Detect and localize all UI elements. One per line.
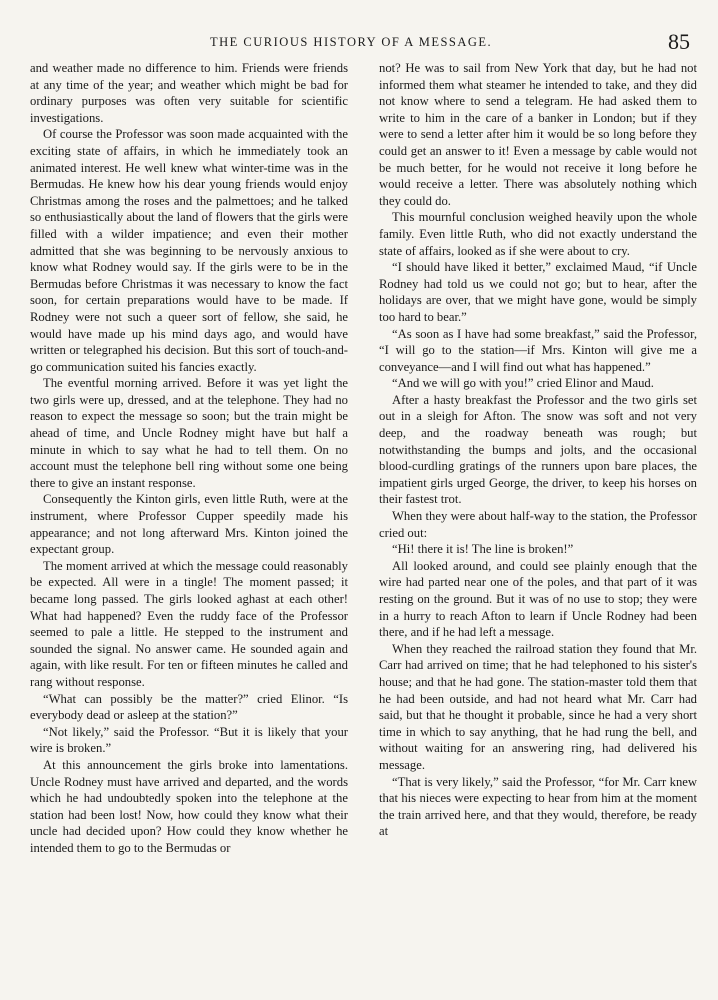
paragraph: Consequently the Kinton girls, even little Ruth, were at the instrument, where Professor Cupper speedily made his appearance; and not long afterward Mrs. Kinton joined the expectant group. — [30, 492, 348, 557]
paragraph: “What can possibly be the matter?” cried Elinor. “Is everybody dead or asleep at the station?” — [30, 691, 348, 723]
paragraph: At this announcement the girls broke into lamentations. Uncle Rodney must have arrived and departed, and the words which he had undoubtedly spoken into the telephone at the station had been lost! Now, how could they know what their uncle had decided upon? How could they know whether he intended them to go to the Bermudas or — [30, 757, 348, 855]
paragraph: Of course the Professor was soon made acquainted with the exciting state of affairs, in which he immediately took an animated interest. He well knew what winter-time was in the Bermudas. He knew how his dear young friends would enjoy Christmas among the roses and the palmettoes; and he talked so enthusiastically about the land of flowers that the girls were filled with a wilder impatience; and even their mother admitted that she was beginning to be nervously anxious to know what Rodney would say. If the girls were to be in the Bermudas before Christmas it was necessary to know the fact soon, for certain preparations would have to be made. If Rodney were not such a queer sort of fellow, she said, he would have made up his mind days ago, and would have written or telegraphed his decision. But this sort of touch-and-go communication suited his fancies exactly. — [30, 127, 348, 374]
paragraph: and weather made no difference to him. Friends were friends at any time of the year; and weather which might be bad for ordinary purposes was often very suitable for scientific investigations. — [30, 61, 348, 125]
paragraph: “Not likely,” said the Professor. “But it is likely that your wire is broken.” — [30, 724, 348, 756]
paragraph: “That is very likely,” said the Professor, “for Mr. Carr knew that his nieces were expecting to hear from him at the moment the train arrived here, and that they would, therefore, be ready at — [379, 774, 697, 839]
left-column — [30, 60, 348, 985]
page-header — [30, 29, 690, 55]
paragraph: not? He was to sail from New York that day, but he had not informed them what steamer he intended to take, and they did not know where to send a telegram. He had asked them to write to him in the care of a banker in London; but if they were to send a letter after him it would be so long before they could get an answer to it! Even a message by cable would not be much better, for he would not receive it long before he would receive a letter. There was absolutely nothing which they could do. — [379, 61, 697, 208]
paragraph: When they were about half-way to the station, the Professor cried out: — [379, 509, 697, 540]
paragraph: “Hi! there it is! The line is broken!” — [392, 542, 574, 557]
paragraph: The eventful morning arrived. Before it was yet light the two girls were up, dressed, and at the telephone. They had no reason to expect the message so soon; but the train might be ahead of time, and Uncle Rodney might have but half a minute in which to say what he had to tell them. On no account must the telephone bell ring without some one being there to give an instant response. — [30, 376, 348, 490]
running-title: THE CURIOUS HISTORY OF A MESSAGE. — [210, 35, 493, 49]
paragraph: When they reached the railroad station they found that Mr. Carr had arrived on time; that he had telephoned to his sister's house; and that he had gone. The station-master told them that he had been outside, and had not heard what Mr. Carr had said, but that he thought it probable, since he had a very short time in which to say anything, that he had rung the bell, and without waiting for an answering ring, had delivered his message. — [379, 641, 697, 772]
paragraph: All looked around, and could see plainly enough that the wire had parted near one of the poles, and that part of it was resting on the ground. But it was of no use to stop; they were in a hurry to reach Afton to learn if Uncle Rodney had been there, and if he had left a message. — [379, 558, 697, 640]
paragraph: This mournful conclusion weighed heavily upon the whole family. Even little Ruth, who did not exactly understand the state of affairs, looked as if she were about to cry. — [379, 210, 697, 258]
paragraph: “As soon as I have had some breakfast,” said the Professor, “I will go to the station—if Mrs. Kinton will give me a conveyance—and I will find out what has happened.” — [379, 326, 697, 374]
paragraph: The moment arrived at which the message could reasonably be expected. All were in a tingle! The moment passed; it became long passed. The girls looked aghast at each other! What had happened? Even the ruddy face of the Professor seemed to pale a little. He stepped to the instrument and sounded the signal. No answer came. He sounded again and again, with like result. For ten or fifteen minutes he called and rang without response. — [30, 558, 348, 689]
right-column — [379, 60, 697, 985]
paragraph: “And we will go with you!” cried Elinor and Maud. — [392, 376, 654, 391]
text-columns — [30, 60, 697, 985]
paragraph: “I should have liked it better,” exclaimed Maud, “if Uncle Rodney had told us we could not go; but to hear, after the holidays are over, that we might have gone, would be simply too hard to bear.” — [379, 260, 697, 324]
page-number: 85 — [668, 29, 690, 54]
paragraph: After a hasty breakfast the Professor and the two girls set out in a sleigh for Afton. The snow was soft and not very deep, and the roadway beneath was rough; but notwithstanding the bumps and jolts, and the occasional blood-curdling gratings of the runners upon bare places, the impatient girls urged George, the driver, to keep his horses on their fastest trot. — [379, 392, 697, 507]
